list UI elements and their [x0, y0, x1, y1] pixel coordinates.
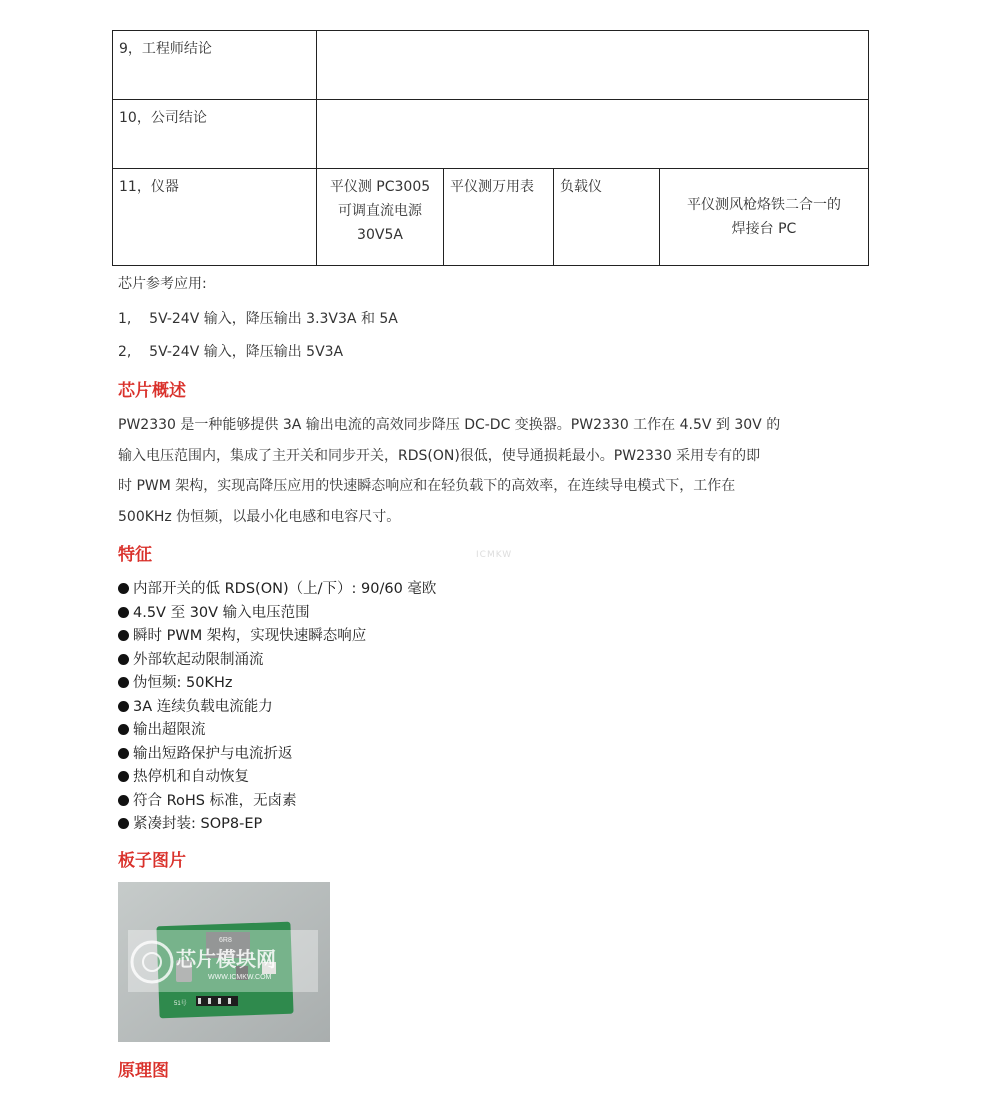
instrument-soldering-station: 平仪测风枪烙铁二合一的 焊接台 PC [660, 169, 869, 266]
board-heading: 板子图片 [118, 851, 186, 871]
pin-header [196, 996, 238, 1006]
list-item: 外部软起动限制涌流 [118, 649, 436, 673]
instrument-multimeter: 平仪测万用表 [444, 169, 554, 266]
list-item: 3A 连续负载电流能力 [118, 696, 436, 720]
list-item: 热停机和自动恢复 [118, 766, 436, 790]
svg-text:51号: 51号 [174, 1001, 187, 1007]
table-row [113, 100, 869, 169]
bullet-icon [118, 771, 129, 782]
overview-line: 输入电压范围内，集成了主开关和同步开关，RDS(ON)很低，使导通损耗最小。PW2330 采用专有的即 [118, 447, 761, 464]
instrument-load: 负载仪 [554, 169, 660, 266]
bullet-icon [118, 607, 129, 618]
board-photo [118, 882, 330, 1042]
list-item: 伪恒频: 50KHz [118, 672, 436, 696]
features-heading: 特征 [118, 545, 152, 565]
bullet-icon [118, 654, 129, 665]
svg-text:6R8: 6R8 [219, 937, 232, 944]
bullet-icon [118, 795, 129, 806]
bullet-icon [118, 748, 129, 759]
overview-line: 时 PWM 架构，实现高降压应用的快速瞬态响应和在轻负载下的高效率，在连续导电模式下，工作在 [118, 478, 736, 494]
schematic-heading: 原理图 [118, 1061, 169, 1081]
instrument-power-supply: 平仪测 PC3005 可调直流电源 30V5A [317, 169, 444, 266]
features-list [118, 578, 436, 837]
list-item: 瞬时 PWM 架构，实现快速瞬态响应 [118, 625, 436, 649]
table-row [113, 31, 869, 100]
svg-text:WWW.ICMKW.COM: WWW.ICMKW.COM [208, 974, 272, 981]
test-report-table [112, 30, 869, 266]
row-label-company-conclusion: 10，公司结论 [113, 100, 317, 169]
list-item: 4.5V 至 30V 输入电压范围 [118, 602, 436, 626]
reference-app-item: 2, 5V-24V 输入，降压输出 5V3A [118, 344, 344, 360]
watermark-text: ICMKW [476, 550, 513, 560]
reference-app-item: 1, 5V-24V 输入，降压输出 3.3V3A 和 5A [118, 311, 398, 327]
bullet-icon [118, 724, 129, 735]
board-photo-image [118, 882, 330, 1042]
row-label-instruments: 11，仪器 [113, 169, 317, 266]
bullet-icon [118, 630, 129, 641]
reference-app-title: 芯片参考应用: [118, 276, 207, 292]
bullet-icon [118, 818, 129, 829]
company-conclusion-value [317, 100, 869, 169]
overview-heading: 芯片概述 [118, 381, 186, 401]
list-item: 紧凑封装: SOP8-EP [118, 813, 436, 837]
row-label-engineer-conclusion: 9，工程师结论 [113, 31, 317, 100]
list-item: 符合 RoHS 标准，无卤素 [118, 790, 436, 814]
bullet-icon [118, 701, 129, 712]
list-item: 输出超限流 [118, 719, 436, 743]
list-item: 内部开关的低 RDS(ON)（上/下）: 90/60 毫欧 [118, 578, 436, 602]
svg-text:芯片模块网: 芯片模块网 [176, 947, 276, 971]
overview-paragraph [118, 410, 863, 532]
bullet-icon [118, 677, 129, 688]
list-item: 输出短路保护与电流折返 [118, 743, 436, 767]
overview-line: PW2330 是一种能够提供 3A 输出电流的高效同步降压 DC-DC 变换器。PW2330 工作在 4.5V 到 30V 的 [118, 417, 781, 433]
engineer-conclusion-value [317, 31, 869, 100]
overview-line: 500KHz 伪恒频，以最小化电感和电容尺寸。 [118, 508, 401, 525]
bullet-icon [118, 583, 129, 594]
table-row [113, 169, 869, 266]
